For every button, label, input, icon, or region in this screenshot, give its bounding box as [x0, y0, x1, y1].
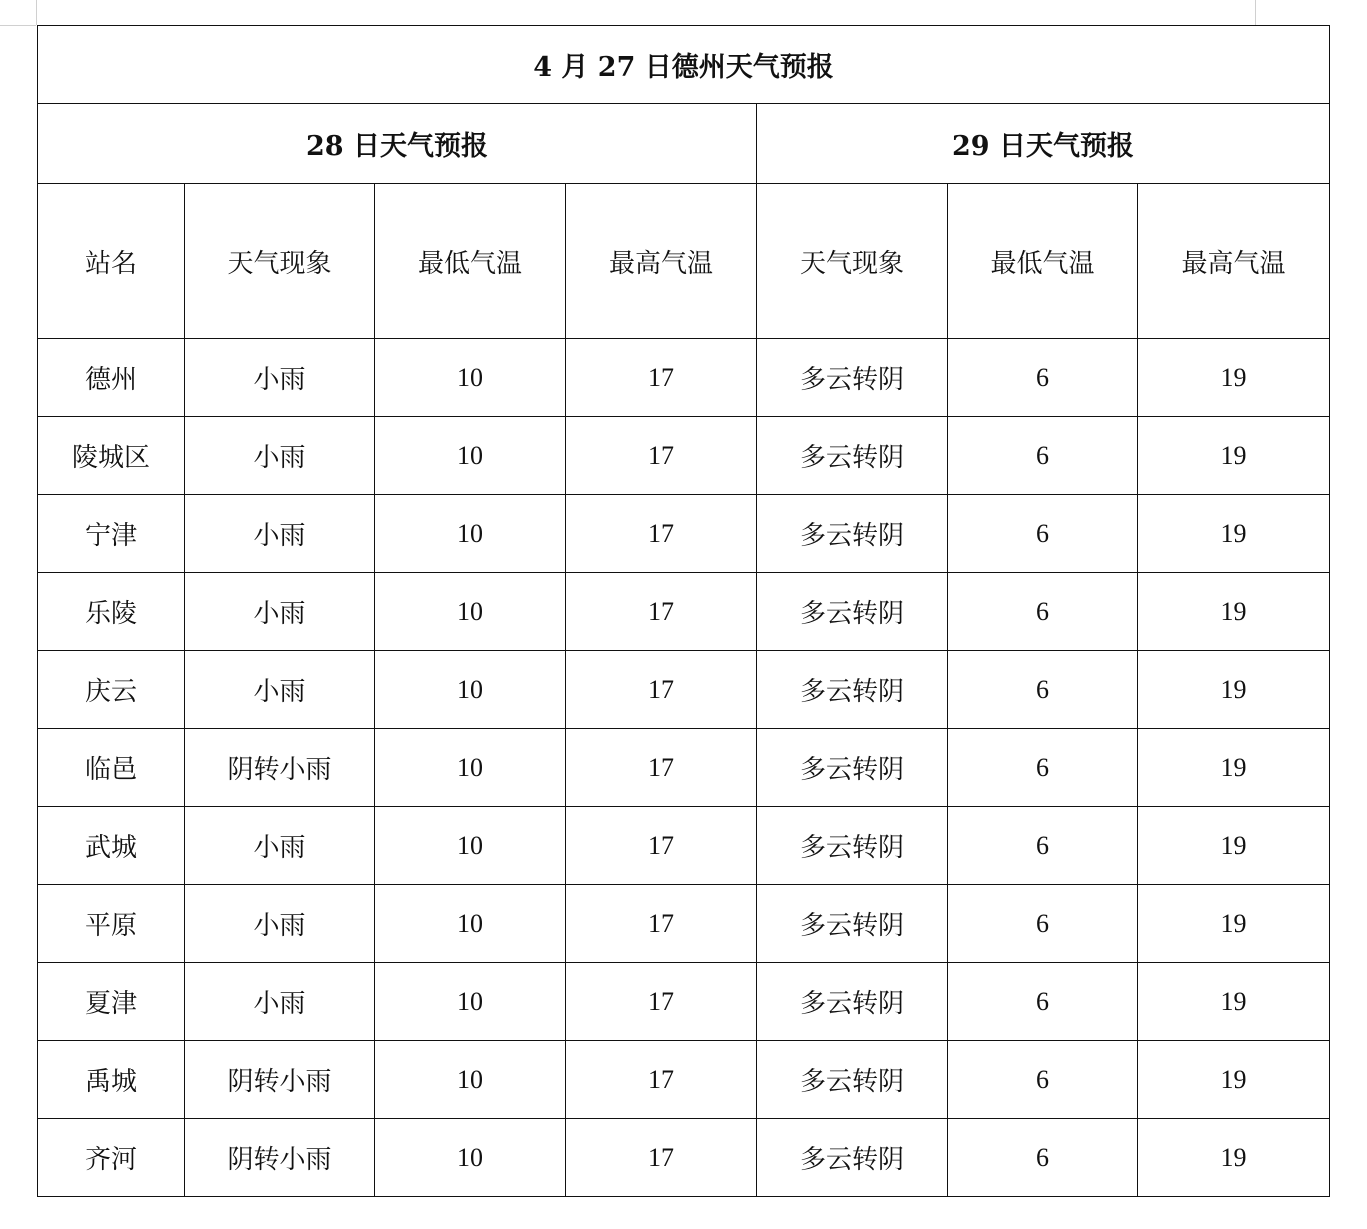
day1-min-temp: 10 — [375, 417, 566, 495]
day2-max-temp: 19 — [1138, 573, 1330, 651]
day1-min-temp: 10 — [375, 729, 566, 807]
station-name: 临邑 — [38, 729, 185, 807]
day1-max-temp: 17 — [566, 495, 757, 573]
day2-min-temp: 6 — [948, 807, 1138, 885]
title-row — [38, 26, 1330, 104]
station-name: 乐陵 — [38, 573, 185, 651]
day1-header: 28 日天气预报 — [306, 131, 488, 162]
day2-max-temp: 19 — [1138, 963, 1330, 1041]
page-margin-mark — [36, 0, 37, 25]
station-name: 齐河 — [38, 1119, 185, 1197]
day1-weather: 小雨 — [185, 495, 375, 573]
table-title: 4 月 27 日德州天气预报 — [533, 52, 834, 83]
station-name: 德州 — [38, 339, 185, 417]
table-row — [38, 651, 1330, 729]
day2-min-temp: 6 — [948, 495, 1138, 573]
day2-max-temp: 19 — [1138, 495, 1330, 573]
col-header-day2-min-temp: 最低气温 — [948, 184, 1138, 339]
table-row — [38, 573, 1330, 651]
day2-min-temp: 6 — [948, 885, 1138, 963]
day2-weather: 多云转阴 — [757, 885, 948, 963]
day1-weather: 阴转小雨 — [185, 1119, 375, 1197]
day2-max-temp: 19 — [1138, 807, 1330, 885]
station-name: 庆云 — [38, 651, 185, 729]
day1-min-temp: 10 — [375, 807, 566, 885]
table-row — [38, 963, 1330, 1041]
col-header-station: 站名 — [38, 184, 185, 339]
day2-header-cell — [757, 104, 1330, 184]
day1-min-temp: 10 — [375, 495, 566, 573]
day1-weather: 小雨 — [185, 885, 375, 963]
table-row — [38, 885, 1330, 963]
day2-max-temp: 19 — [1138, 651, 1330, 729]
weather-forecast-table — [37, 25, 1330, 1197]
day1-header-cell — [38, 104, 757, 184]
table-row — [38, 1119, 1330, 1197]
station-name: 夏津 — [38, 963, 185, 1041]
day2-max-temp: 19 — [1138, 885, 1330, 963]
day1-weather: 小雨 — [185, 651, 375, 729]
col-header-day1-min-temp: 最低气温 — [375, 184, 566, 339]
day1-min-temp: 10 — [375, 963, 566, 1041]
day2-max-temp: 19 — [1138, 1119, 1330, 1197]
day2-weather: 多云转阴 — [757, 729, 948, 807]
col-header-day1-weather: 天气现象 — [185, 184, 375, 339]
table-row — [38, 729, 1330, 807]
day2-max-temp: 19 — [1138, 417, 1330, 495]
day2-weather: 多云转阴 — [757, 651, 948, 729]
day1-max-temp: 17 — [566, 417, 757, 495]
column-header-row — [38, 184, 1330, 339]
day2-header: 29 日天气预报 — [952, 131, 1134, 162]
day2-weather: 多云转阴 — [757, 495, 948, 573]
day2-min-temp: 6 — [948, 651, 1138, 729]
station-name: 陵城区 — [38, 417, 185, 495]
day1-max-temp: 17 — [566, 885, 757, 963]
station-name: 武城 — [38, 807, 185, 885]
day-header-row — [38, 104, 1330, 184]
table-row — [38, 495, 1330, 573]
day2-weather: 多云转阴 — [757, 573, 948, 651]
table-title-cell — [38, 26, 1330, 104]
table-row — [38, 1041, 1330, 1119]
col-header-day2-max-temp: 最高气温 — [1138, 184, 1330, 339]
table-row — [38, 339, 1330, 417]
station-name: 平原 — [38, 885, 185, 963]
station-name: 宁津 — [38, 495, 185, 573]
day2-weather: 多云转阴 — [757, 1119, 948, 1197]
day2-max-temp: 19 — [1138, 339, 1330, 417]
day1-max-temp: 17 — [566, 1041, 757, 1119]
day1-weather: 小雨 — [185, 339, 375, 417]
day1-weather: 小雨 — [185, 807, 375, 885]
table-row — [38, 417, 1330, 495]
day1-min-temp: 10 — [375, 573, 566, 651]
day2-weather: 多云转阴 — [757, 807, 948, 885]
station-name: 禹城 — [38, 1041, 185, 1119]
col-header-day1-max-temp: 最高气温 — [566, 184, 757, 339]
day1-max-temp: 17 — [566, 573, 757, 651]
table-row — [38, 807, 1330, 885]
day1-weather: 小雨 — [185, 963, 375, 1041]
day1-weather: 阴转小雨 — [185, 1041, 375, 1119]
day1-weather: 小雨 — [185, 573, 375, 651]
day1-max-temp: 17 — [566, 1119, 757, 1197]
day1-max-temp: 17 — [566, 729, 757, 807]
day2-min-temp: 6 — [948, 339, 1138, 417]
day2-min-temp: 6 — [948, 417, 1138, 495]
day2-min-temp: 6 — [948, 729, 1138, 807]
day2-min-temp: 6 — [948, 963, 1138, 1041]
day2-max-temp: 19 — [1138, 729, 1330, 807]
day2-min-temp: 6 — [948, 1119, 1138, 1197]
day1-max-temp: 17 — [566, 807, 757, 885]
day1-min-temp: 10 — [375, 651, 566, 729]
day2-weather: 多云转阴 — [757, 339, 948, 417]
day1-min-temp: 10 — [375, 339, 566, 417]
day1-max-temp: 17 — [566, 963, 757, 1041]
page-margin-mark — [0, 25, 36, 26]
day2-weather: 多云转阴 — [757, 963, 948, 1041]
col-header-day2-weather: 天气现象 — [757, 184, 948, 339]
day2-min-temp: 6 — [948, 1041, 1138, 1119]
day1-max-temp: 17 — [566, 651, 757, 729]
day2-max-temp: 19 — [1138, 1041, 1330, 1119]
day1-min-temp: 10 — [375, 1119, 566, 1197]
day1-weather: 小雨 — [185, 417, 375, 495]
day1-min-temp: 10 — [375, 1041, 566, 1119]
day2-min-temp: 6 — [948, 573, 1138, 651]
day1-weather: 阴转小雨 — [185, 729, 375, 807]
day1-max-temp: 17 — [566, 339, 757, 417]
day2-weather: 多云转阴 — [757, 417, 948, 495]
day2-weather: 多云转阴 — [757, 1041, 948, 1119]
day1-min-temp: 10 — [375, 885, 566, 963]
page-margin-mark — [1255, 0, 1256, 25]
